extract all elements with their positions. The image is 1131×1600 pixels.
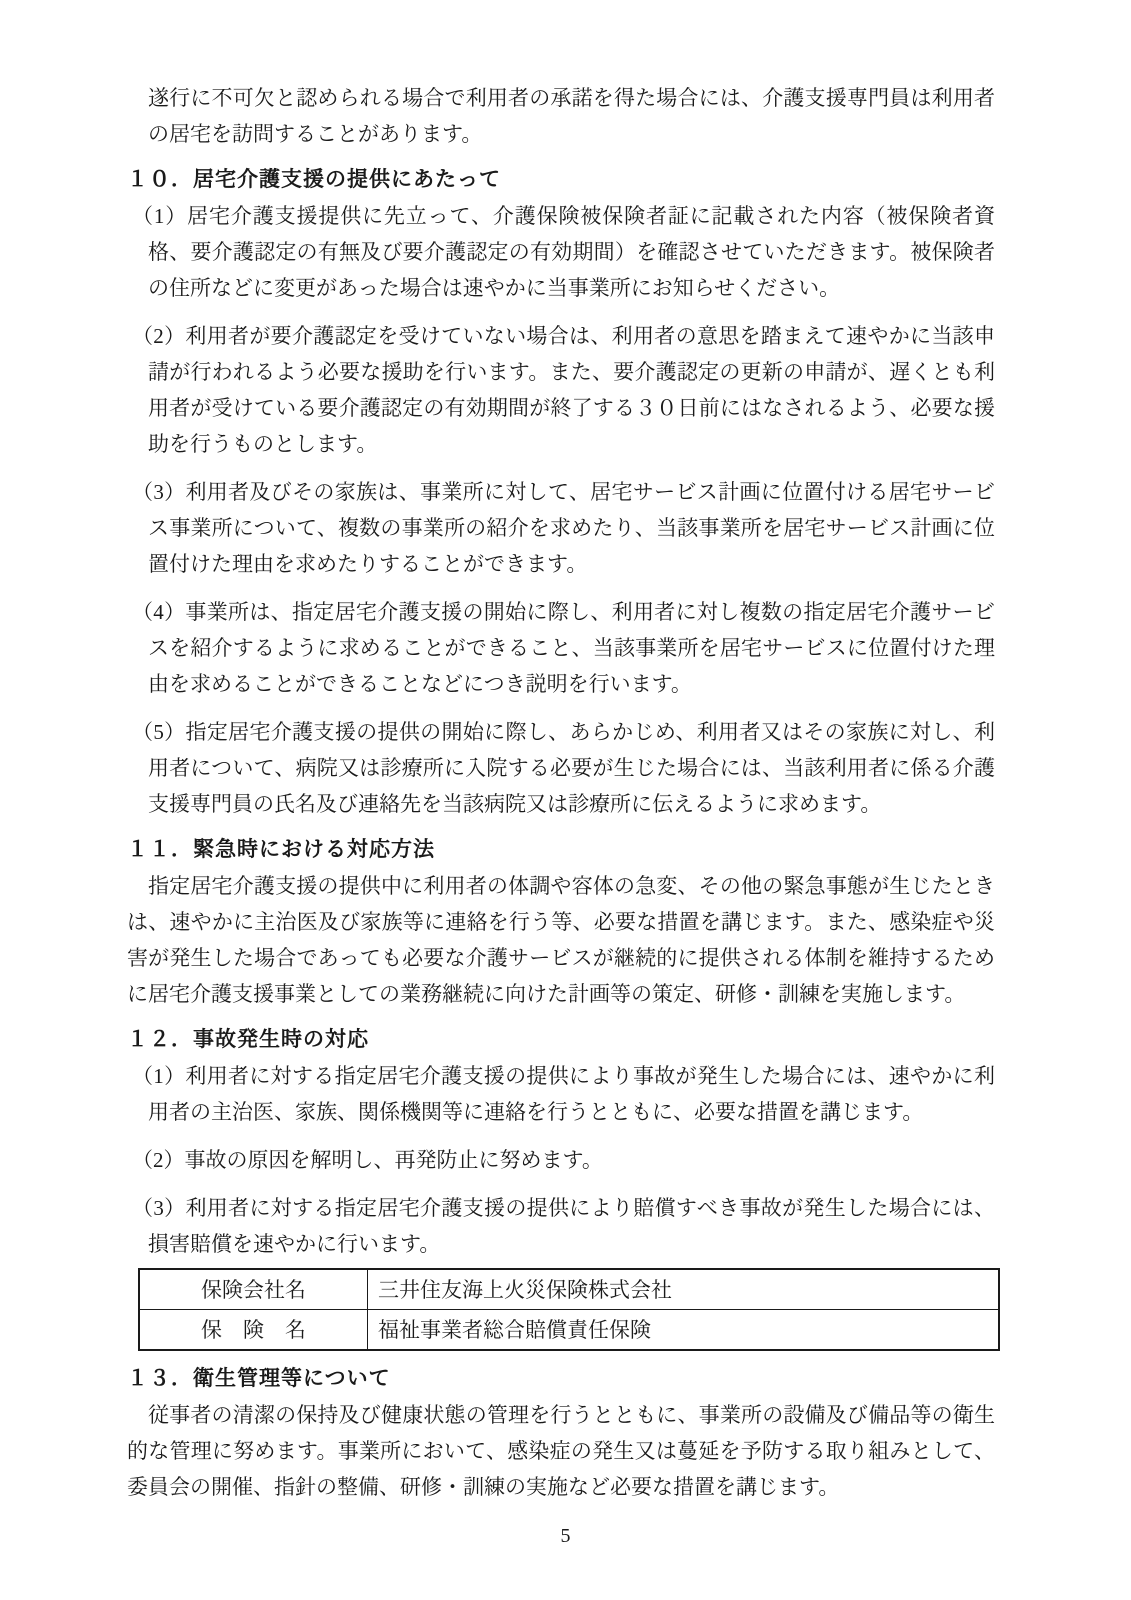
insurance-name-value: 福祉事業者総合賠償責任保険 — [368, 1310, 1000, 1351]
table-row — [139, 1269, 999, 1310]
table-row — [139, 1310, 999, 1351]
insurance-company-value: 三井住友海上火災保険株式会社 — [368, 1269, 1000, 1310]
section-12-heading: １２．事故発生時の対応 — [127, 1028, 369, 1051]
page-number: 5 — [560, 1525, 571, 1547]
section-11-body: 指定居宅介護支援の提供中に利用者の体調や容体の急変、その他の緊急事態が生じたときは、速やかに主治医及び家族等に連絡を行う等、必要な措置を講じます。また、感染症や災害が発生した場合であっても必要な介護サービスが継続的に提供される体制を維持するために居宅介護支援事業としての業務継続に向けた計画等の策定、研修・訓練を実施します。 — [127, 874, 995, 1006]
section-10-heading: １０．居宅介護支援の提供にあたって — [127, 168, 501, 191]
section-10-item-1: （1）居宅介護支援提供に先立って、介護保険被保険者証に記載された内容（被保険者資格、要介護認定の有無及び要介護認定の有効期間）を確認させていただきます。被保険者の住所などに変更があった場合は速やかに当事業所にお知らせください。 — [132, 204, 995, 300]
section-10-item-4: （4）事業所は、指定居宅介護支援の開始に際し、利用者に対し複数の指定居宅介護サービスを紹介するように求めることができること、当該事業所を居宅サービスに位置付けた理由を求めることができることなどにつき説明を行います。 — [132, 600, 995, 696]
insurance-name-label: 保 険 名 — [139, 1310, 368, 1351]
section-12-item-3: （3）利用者に対する指定居宅介護支援の提供により賠償すべき事故が発生した場合には、損害賠償を速やかに行います。 — [132, 1196, 995, 1256]
section-10-item-5: （5）指定居宅介護支援の提供の開始に際し、あらかじめ、利用者又はその家族に対し、利用者について、病院又は診療所に入院する必要が生じた場合には、当該利用者に係る介護支援専門員の氏名及び連絡先を当該病院又は診療所に伝えるように求めます。 — [132, 720, 996, 816]
section-13-body: 従事者の清潔の保持及び健康状態の管理を行うとともに、事業所の設備及び備品等の衛生的な管理に努めます。事業所において、感染症の発生又は蔓延を予防する取り組みとして、委員会の開催、指針の整備、研修・訓練の実施など必要な措置を講じます。 — [127, 1403, 995, 1499]
intro-continuation-paragraph: 遂行に不可欠と認められる場合で利用者の承諾を得た場合には、介護支援専門員は利用者の居宅を訪問することがあります。 — [148, 86, 995, 146]
section-12-item-2: （2）事故の原因を解明し、再発防止に努めます。 — [132, 1148, 603, 1172]
insurance-table — [138, 1268, 1000, 1351]
section-11-heading: １１．緊急時における対応方法 — [127, 838, 435, 861]
section-10-item-2: （2）利用者が要介護認定を受けていない場合は、利用者の意思を踏まえて速やかに当該申請が行われるよう必要な援助を行います。また、要介護認定の更新の申請が、遅くとも利用者が受けている要介護認定の有効期間が終了する３０日前にはなされるよう、必要な援助を行うものとします。 — [132, 324, 995, 456]
section-12-item-1: （1）利用者に対する指定居宅介護支援の提供により事故が発生した場合には、速やかに利用者の主治医、家族、関係機関等に連絡を行うとともに、必要な措置を講じます。 — [132, 1064, 995, 1124]
insurance-company-label: 保険会社名 — [139, 1269, 368, 1310]
section-13-heading: １３．衛生管理等について — [127, 1367, 391, 1390]
section-10-item-3: （3）利用者及びその家族は、事業所に対して、居宅サービス計画に位置付ける居宅サービス事業所について、複数の事業所の紹介を求めたり、当該事業所を居宅サービス計画に位置付けた理由を求めたりすることができます。 — [132, 480, 995, 576]
